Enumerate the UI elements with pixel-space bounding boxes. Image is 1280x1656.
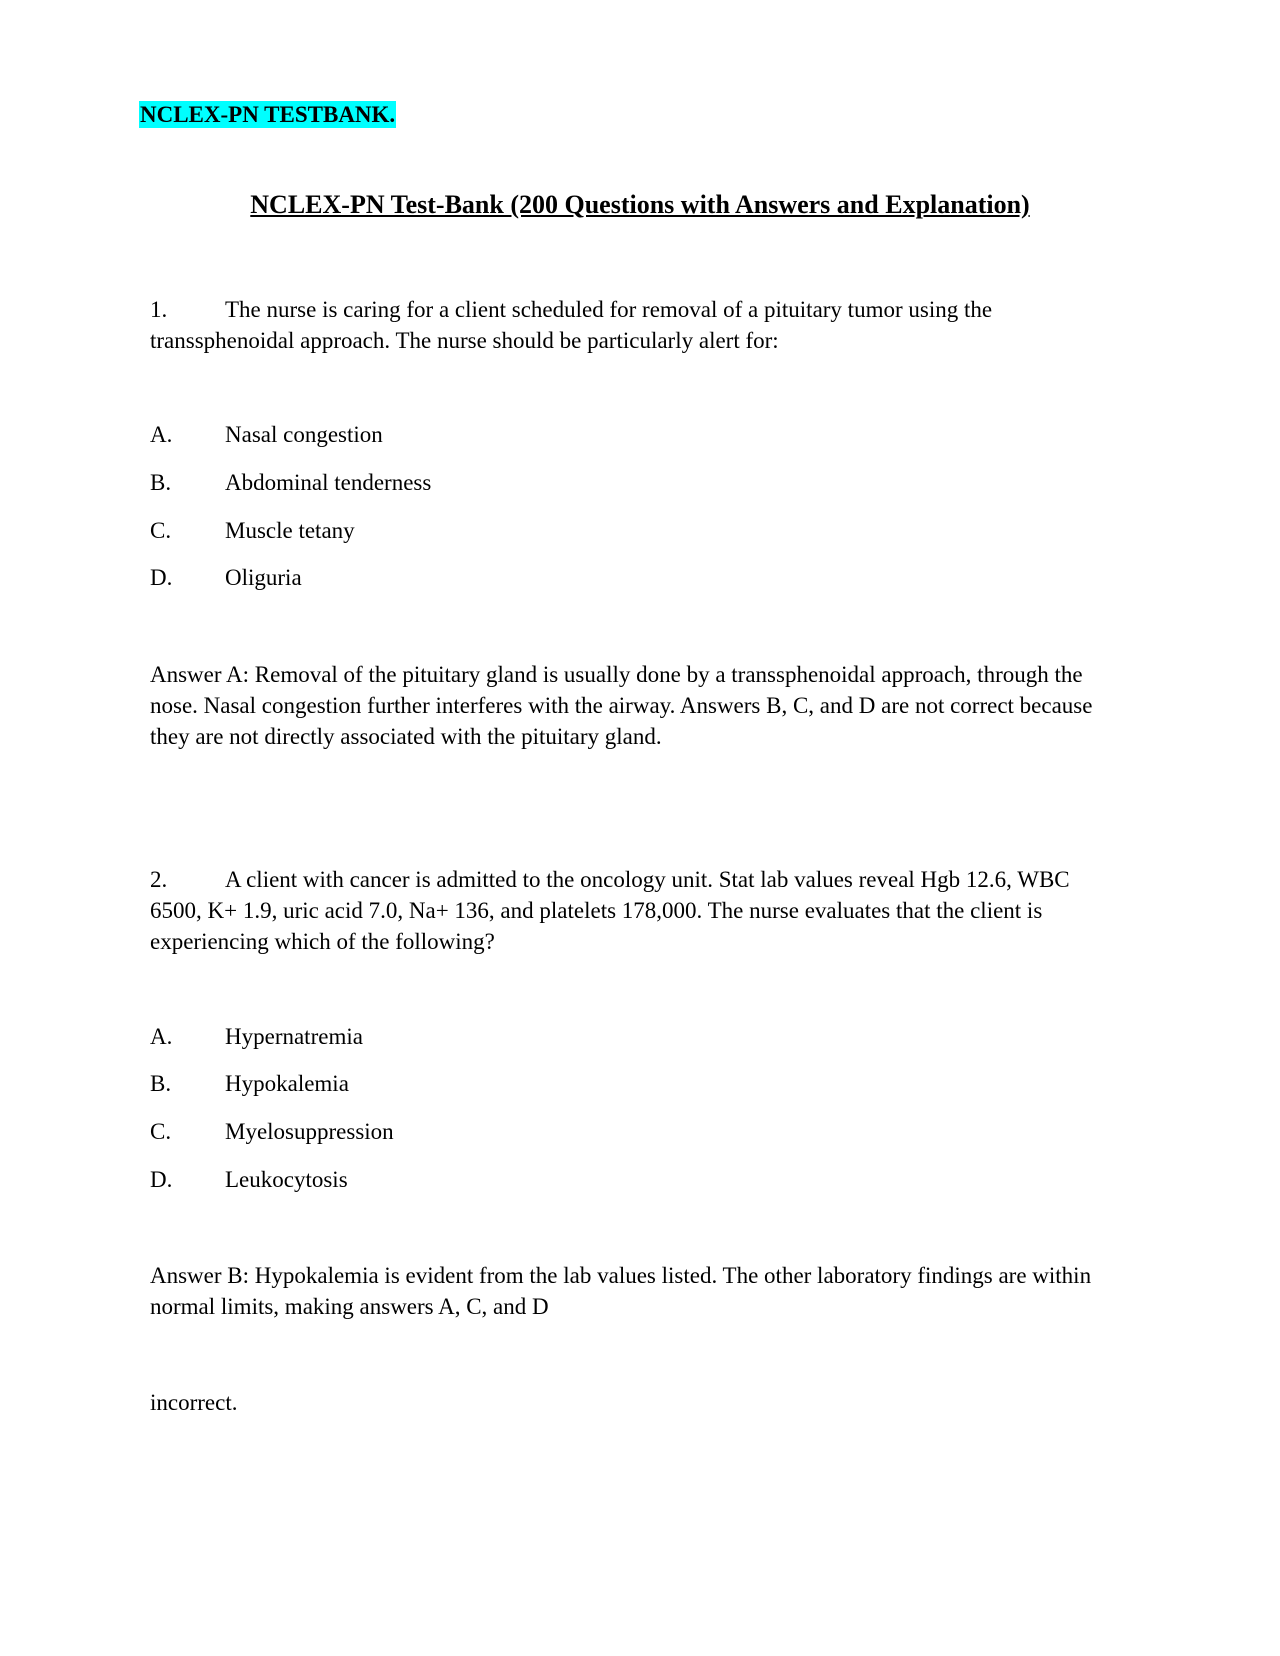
- question-2: [150, 864, 1110, 957]
- question-2-option-d: [150, 1165, 348, 1195]
- option-letter: D.: [150, 565, 173, 590]
- option-letter: A.: [150, 1024, 173, 1049]
- question-1-option-b: [150, 468, 431, 498]
- option-text: Oliguria: [225, 565, 302, 590]
- option-text: Leukocytosis: [225, 1167, 348, 1192]
- option-text: Abdominal tenderness: [225, 470, 432, 495]
- option-letter: C.: [150, 1119, 172, 1144]
- option-text: Hypokalemia: [225, 1071, 349, 1096]
- question-2-option-c: [150, 1117, 394, 1147]
- document-title: NCLEX-PN Test-Bank (200 Questions with Answers and Explanation): [250, 190, 1030, 219]
- question-number: 1.: [150, 297, 168, 322]
- question-2-option-b: [150, 1069, 349, 1099]
- option-letter: D.: [150, 1167, 173, 1192]
- option-letter: B.: [150, 470, 172, 495]
- question-1-answer: Answer A: Removal of the pituitary gland is usually done by a transsphenoidal approach, through the nose. Nasal congestion further interferes with the airway. Answers B, C, and D are not correct because they are not directly associated with the pituitary gland.: [150, 662, 1093, 749]
- option-text: Muscle tetany: [225, 518, 355, 543]
- question-1-option-d: [150, 563, 302, 593]
- question-1-option-c: [150, 516, 355, 546]
- question-2-option-a: [150, 1022, 363, 1052]
- option-letter: C.: [150, 518, 172, 543]
- question-1-option-a: [150, 420, 383, 450]
- option-letter: B.: [150, 1071, 172, 1096]
- question-text: The nurse is caring for a client scheduled for removal of a pituitary tumor using the transsphenoidal approach. The nurse should be particularly alert for:: [150, 297, 993, 353]
- testbank-header-label: NCLEX-PN TESTBANK.: [140, 102, 396, 127]
- option-letter: A.: [150, 422, 173, 447]
- question-number: 2.: [150, 867, 168, 892]
- option-text: Nasal congestion: [225, 422, 383, 447]
- question-text: A client with cancer is admitted to the oncology unit. Stat lab values reveal Hgb 12.6, WBC 6500, K+ 1.9, uric acid 7.0, Na+ 136, and platelets 178,000. The nurse evaluates that the client is experiencing which of the following?: [150, 867, 1070, 954]
- option-text: Hypernatremia: [225, 1024, 363, 1049]
- question-2-answer: Answer B: Hypokalemia is evident from the lab values listed. The other laboratory findings are within normal limits, making answers A, C, and D: [150, 1263, 1092, 1319]
- question-1: [150, 294, 1110, 356]
- question-2-answer-continued: incorrect.: [150, 1390, 238, 1415]
- option-text: Myelosuppression: [225, 1119, 394, 1144]
